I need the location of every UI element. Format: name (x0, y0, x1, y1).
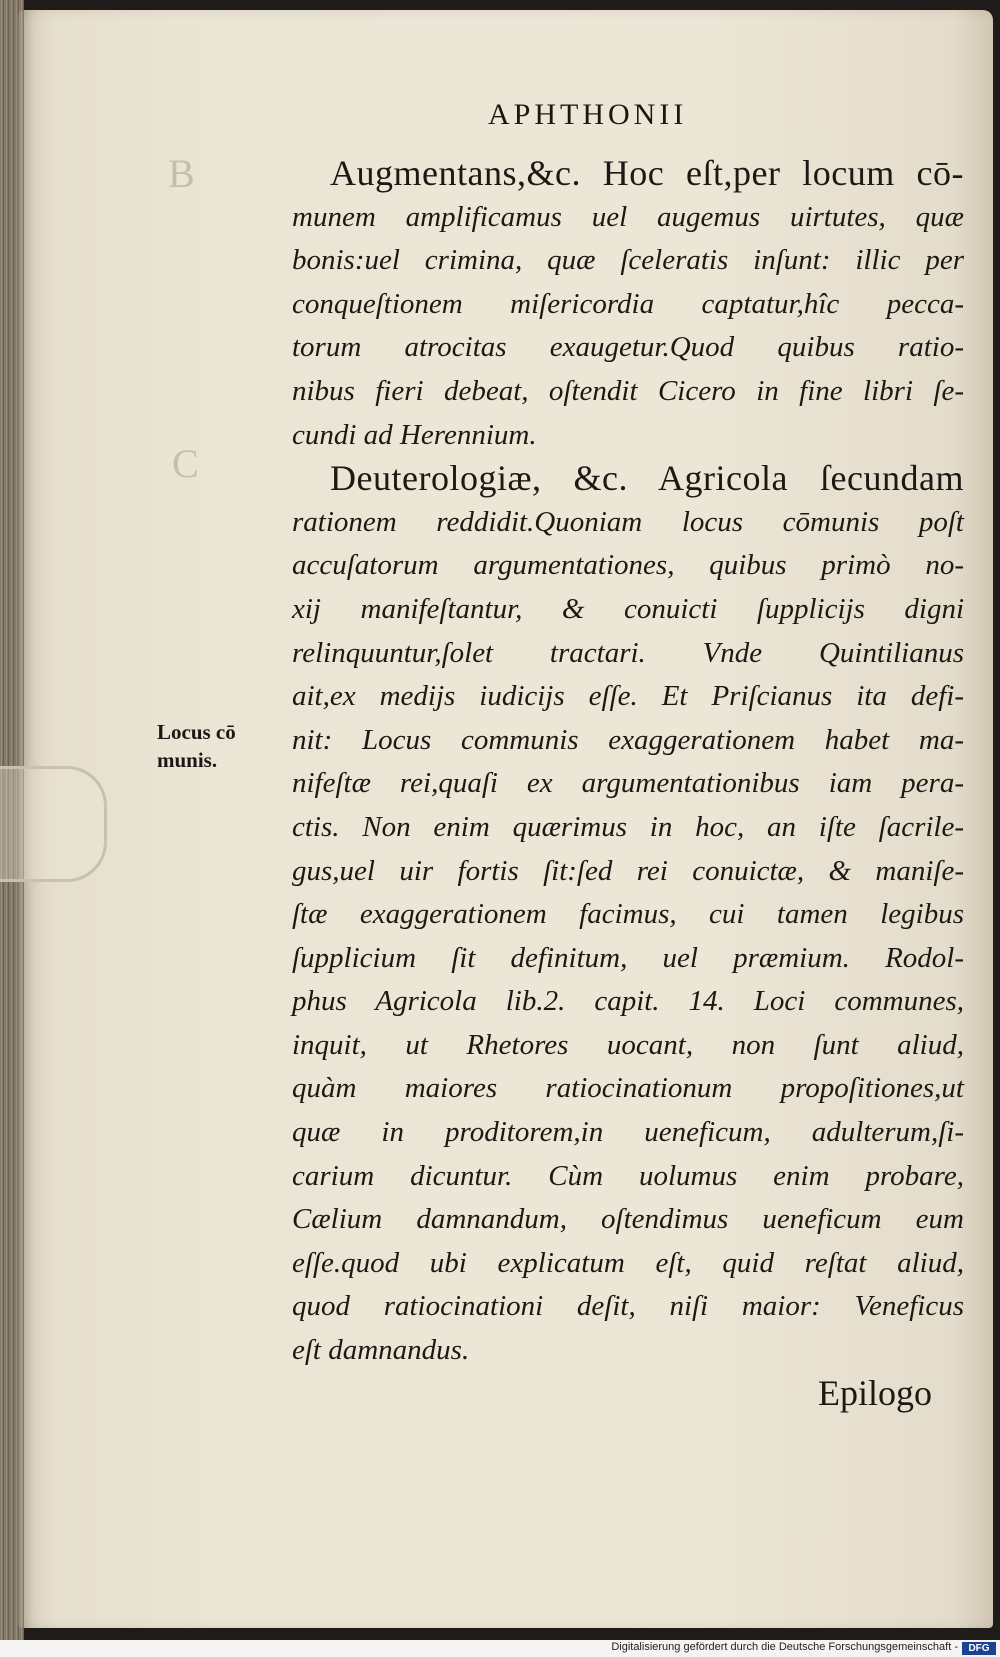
text-line: Cælium damnandum, oſtendimus ueneficum eum (292, 1203, 964, 1236)
text-line: relinquuntur,ſolet tractari. Vnde Quintilianus (292, 636, 964, 669)
text-line: nit: Locus communis exaggerationem habet ma- (292, 723, 964, 756)
text-line: ſtæ exaggerationem facimus, cui tamen legibus (292, 898, 964, 931)
text-line: quæ in proditorem,in ueneficum, adulterum,ſi- (292, 1116, 964, 1149)
text-line: gus,uel uir fortis ſit:ſed rei conuictæ, & maniſe- (292, 854, 964, 887)
text-line: phus Agricola lib.2. capit. 14. Loci communes, (292, 985, 964, 1018)
text-line: conqueſtionem miſericordia captatur,hîc pecca- (292, 287, 964, 320)
text-line: ſupplicium ſit definitum, uel præmium. Rodol- (292, 941, 964, 974)
text-line: Deuterologiæ, &c. Agricola ſecundam (330, 458, 964, 499)
running-head: APHTHONII (488, 98, 688, 131)
text-line: munem amplificamus uel augemus uirtutes, quæ (292, 200, 964, 233)
text-line: quod ratiocinationi deſit, niſi maior: Veneficus (292, 1290, 964, 1323)
margin-note (157, 718, 236, 774)
catchword: Epilogo (818, 1373, 932, 1413)
show-through-letter: B (168, 151, 195, 196)
margin-note-line: Locus cō (157, 720, 236, 744)
text-line: bonis:uel crimina, quæ ſceleratis inſunt: illic per (292, 244, 964, 277)
text-line: carium dicuntur. Cùm uolumus enim probare, (292, 1159, 964, 1192)
text-line: quàm maiores ratiocinationum propoſitiones,ut (292, 1072, 964, 1105)
text-line: eſt damnandus. (292, 1334, 470, 1367)
text-line: cundi ad Herennium. (292, 418, 537, 451)
show-through-letter: C (172, 441, 199, 486)
text-line: xij manifeſtantur, & conuicti ſupplicijs digni (292, 592, 964, 625)
text-line: inquit, ut Rhetores uocant, non ſunt aliud, (292, 1028, 964, 1061)
body-text (292, 152, 964, 1373)
text-line: nifeſtæ rei,quaſi ex argumentationibus iam pera- (292, 767, 964, 800)
dfg-logo[interactable]: DFG (962, 1642, 996, 1655)
text-line: ait,ex medijs iudicijs eſſe. Et Priſcianus ita defi- (292, 680, 964, 713)
bookmark-ribbon (0, 766, 107, 882)
margin-note-line: munis. (157, 748, 218, 772)
text-line: rationem reddidit.Quoniam locus cōmunis poſt (292, 505, 964, 538)
text-line: ctis. Non enim quærimus in hoc, an iſte ſacrile- (292, 810, 964, 843)
text-line: accuſatorum argumentationes, quibus primò no- (292, 549, 964, 582)
text-line: torum atrocitas exaugetur.Quod quibus ratio- (292, 331, 964, 364)
footer-bar (0, 1640, 1000, 1657)
text-line: Augmentans,&c. Hoc eſt,per locum cō- (330, 153, 964, 193)
text-line: eſſe.quod ubi explicatum eſt, quid reſtat aliud, (292, 1246, 964, 1279)
digitization-credit: Digitalisierung gefördert durch die Deutsche Forschungsgemeinschaft - (611, 1641, 958, 1653)
text-line: nibus fieri debeat, oſtendit Cicero in fine libri ſe- (292, 374, 964, 407)
